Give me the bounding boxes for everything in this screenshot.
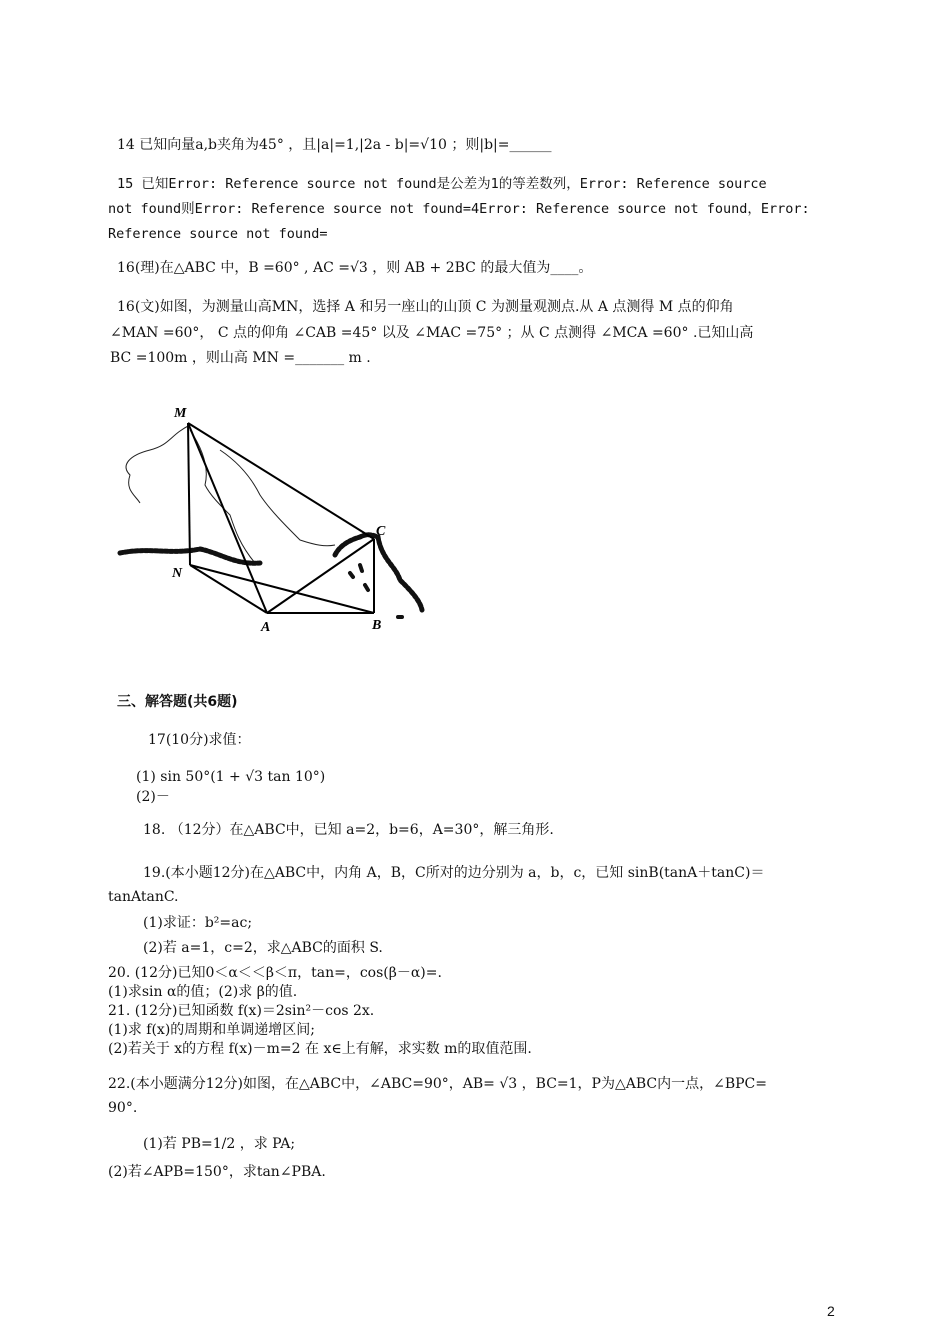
question-21-part-2: (2)若关于 x的方程 f(x)－m=2 在 x∈上有解，求实数 m的取值范围. bbox=[108, 1041, 532, 1057]
question-19-part-1: (1)求证：b²=ac; bbox=[143, 915, 253, 931]
segment-na bbox=[190, 565, 267, 613]
question-20: 20. (12分)已知0＜α＜＜β＜π，tan=，cos(β－α)=. bbox=[108, 965, 442, 981]
hill-c-outline bbox=[335, 535, 422, 610]
segment-ma bbox=[188, 423, 267, 613]
segment-nb bbox=[190, 565, 374, 613]
section-3-heading: 三、解答题(共6题) bbox=[117, 694, 238, 710]
question-22-line-2: 90°. bbox=[108, 1100, 138, 1116]
question-22-part-1: (1)若 PB=1/2 ，求 PA; bbox=[143, 1136, 296, 1152]
problem-16-wen-line-3: BC =100m ，则山高 MN =_______ m . bbox=[110, 350, 371, 366]
ridge-line-2 bbox=[220, 450, 335, 546]
question-21-part-1: (1)求 f(x)的周期和单调递增区间; bbox=[108, 1022, 315, 1038]
question-22-part-2: (2)若∠APB=150°，求tan∠PBA. bbox=[108, 1164, 326, 1180]
problem-16-wen-line-1: 16(文)如图，为测量山高MN，选择 A 和另一座山的山顶 C 为测量观测点.从 A 点测得 M 点的仰角 bbox=[117, 299, 734, 315]
mountain-outline bbox=[126, 425, 190, 503]
label-a: A bbox=[261, 620, 271, 635]
segment-ac bbox=[267, 539, 374, 613]
question-17-part-1: (1) sin 50°(1 + √3 tan 10°) bbox=[136, 769, 326, 785]
question-19-line-2: tanAtanC. bbox=[108, 889, 179, 905]
problem-15-line-2: not found则Error: Reference source not found=4Error: Reference source not found，Error: bbox=[108, 201, 810, 217]
question-19-part-2: (2)若 a=1，c=2，求△ABC的面积 S. bbox=[143, 940, 383, 956]
mountain-figure bbox=[110, 395, 440, 640]
problem-14: 14 已知向量a,b夹角为45° ，且|a|=1,|2a - b|=√10 ；则|b|=______ bbox=[117, 137, 552, 153]
problem-16-wen-line-2: ∠MAN =60°， C 点的仰角 ∠CAB =45° 以及 ∠MAC =75° ；从 C 点测得 ∠MCA =60° .已知山高 bbox=[110, 325, 754, 341]
question-18: 18. （12分）在△ABC中，已知 a=2，b=6，A=30°，解三角形. bbox=[143, 822, 554, 838]
question-21: 21. (12分)已知函数 f(x)＝2sin²－cos 2x. bbox=[108, 1003, 375, 1019]
label-b: B bbox=[372, 618, 382, 633]
question-17: 17(10分)求值： bbox=[148, 732, 251, 748]
question-20-parts: (1)求sin α的值；(2)求 β的值. bbox=[108, 984, 298, 1000]
segment-mc bbox=[188, 423, 374, 539]
problem-16-li: 16(理)在△ABC 中，B =60° , AC =√3 ，则 AB + 2BC 的最大值为____。 bbox=[117, 260, 593, 276]
label-m: M bbox=[174, 406, 187, 421]
label-c: C bbox=[376, 524, 386, 539]
problem-15-line-3: Reference source not found= bbox=[108, 226, 328, 242]
question-22-line-1: 22.(本小题满分12分)如图，在△ABC中，∠ABC=90°，AB= √3 ，BC=1，P为△ABC内一点，∠BPC= bbox=[108, 1076, 767, 1092]
segment-mn bbox=[188, 423, 190, 565]
question-19-line-1: 19.(本小题12分)在△ABC中，内角 A，B，C所对的边分别为 a，b，c，已知 sinB(tanA＋tanC)＝ bbox=[143, 865, 765, 881]
label-n: N bbox=[172, 566, 183, 581]
page-number: 2 bbox=[827, 1303, 835, 1319]
question-17-part-2: (2)－ bbox=[136, 789, 170, 805]
problem-15-line-1: 15 已知Error: Reference source not found是公差为1的等差数列，Error: Reference source bbox=[117, 176, 767, 192]
